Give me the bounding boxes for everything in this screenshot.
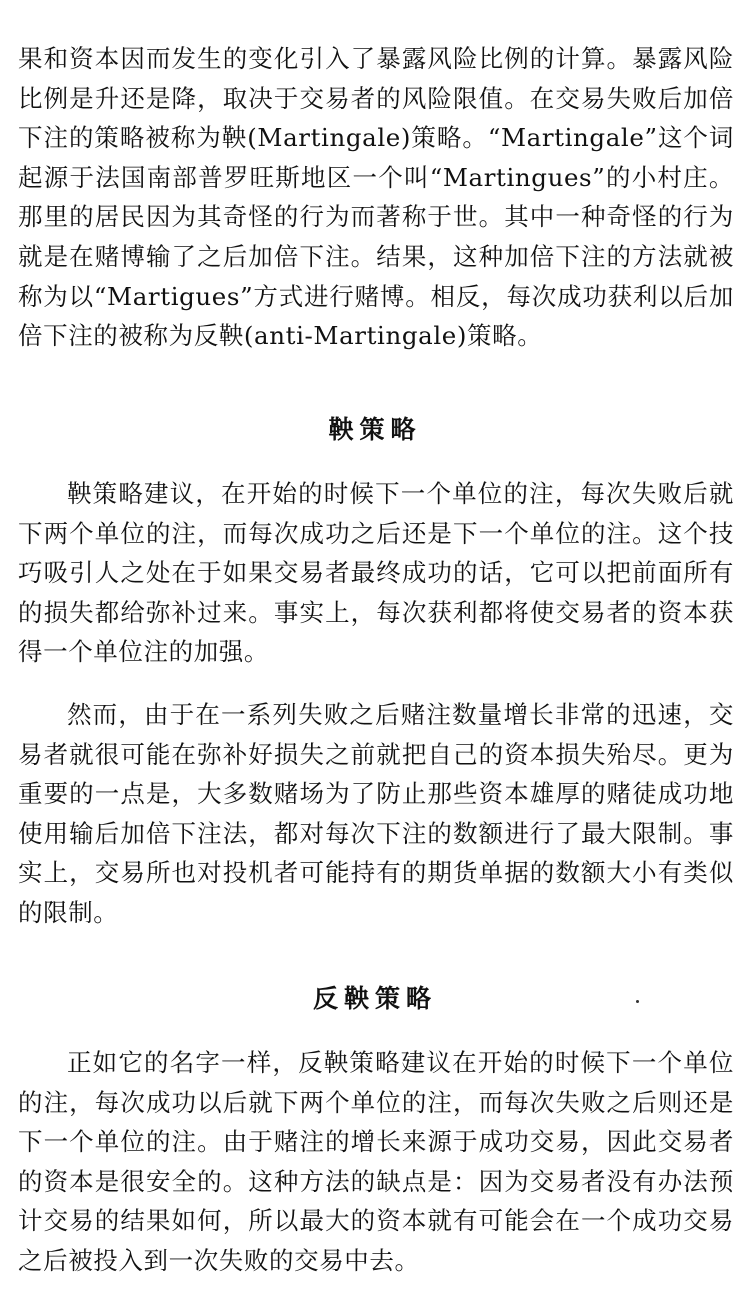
paragraph-martingale-definition: 鞅策略建议，在开始的时候下一个单位的注，每次失败后就下两个单位的注，而每次成功之后还是下一个单位的注。这个技巧吸引人之处在于如果交易者最终成功的话，它可以把前面所有的损失都给弥补过来。事实上，每次获利都将使交易者的资本获得一个单位注的加强。 [18, 479, 734, 667]
paragraph-intro: 果和资本因而发生的变化引入了暴露风险比例的计算。暴露风险比例是升还是降，取决于交易者的风险限值。在交易失败后加倍下注的策略被称为鞅(Martingale)策略。“Martingale”这个词起源于法国南部普罗旺斯地区一个叫“Martingues”的小村庄。那里的居民因为其奇怪的行为而著称于世。其中一种奇怪的行为就是在赌博输了之后加倍下注。结果，这种加倍下注的方法就被称为以“Martigues”方式进行赌博。相反，每次成功获利以后加倍下注的被称为反鞅(anti-Martingale)策略。 [18, 44, 734, 351]
section-heading-martingale: 鞅策略 [328, 415, 422, 444]
section-heading-anti-martingale: 反鞅策略 [312, 984, 437, 1013]
scan-speck-mark [636, 1000, 639, 1003]
paragraph-anti-martingale: 正如它的名字一样，反鞅策略建议在开始的时候下一个单位的注，每次成功以后就下两个单位的注，而每次失败之后则还是下一个单位的注。由于赌注的增长来源于成功交易，因此交易者的资本是很安全的。这种方法的缺点是：因为交易者没有办法预计交易的结果如何，所以最大的资本就有可能会在一个成功交易之后被投入到一次失败的交易中去。 [18, 1048, 734, 1275]
paragraph-martingale-risk: 然而，由于在一系列失败之后赌注数量增长非常的迅速，交易者就很可能在弥补好损失之前就把自己的资本损失殆尽。更为重要的一点是，大多数赌场为了防止那些资本雄厚的赌徒成功地使用输后加倍下注法，都对每次下注的数额进行了最大限制。事实上，交易所也对投机者可能持有的期货单据的数额大小有类似的限制。 [18, 700, 734, 927]
